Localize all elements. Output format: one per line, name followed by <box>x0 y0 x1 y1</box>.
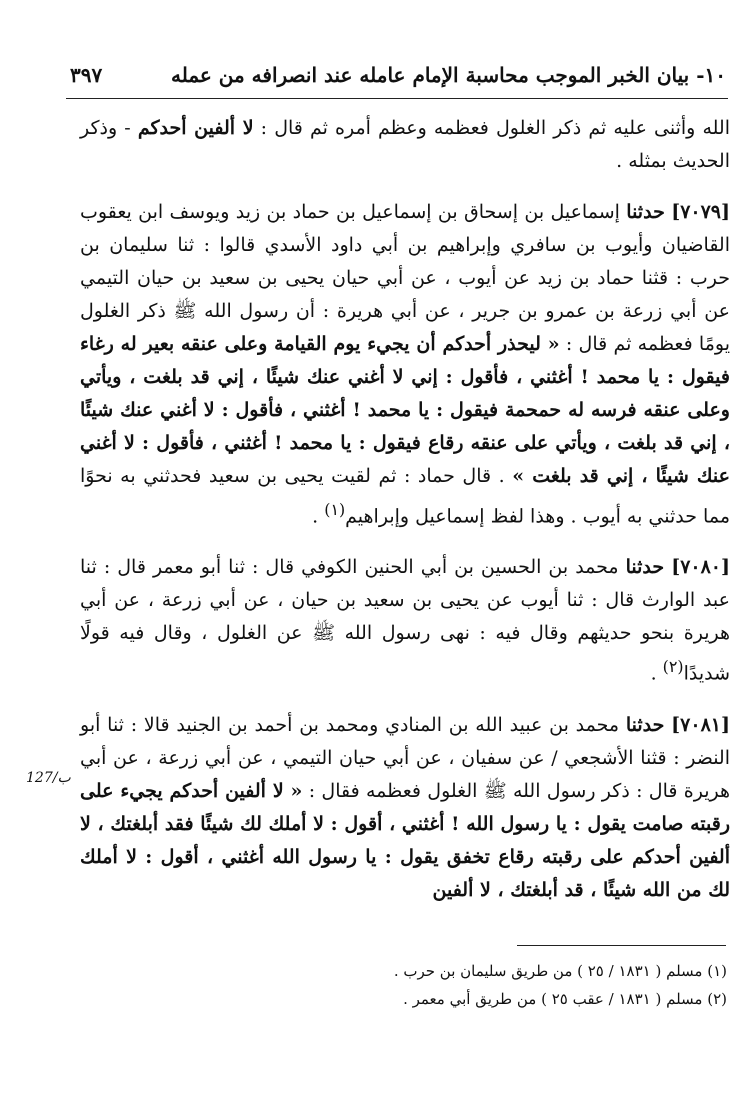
hadith-7080 <box>80 551 730 690</box>
footnote-divider <box>517 945 726 946</box>
hadith-quote: « لا ألفين أحدكم يجيء على رقبته صامت يقول : يا رسول الله ! أغثني ، أقول : لا أملك لك شيئًا فقد أبلغتك ، لا ألفين أحدكم على رقبته رقاع تخفق يقول : يا رسول الله أغثني ، أقول : لا أملك لك من الله شيئًا ، قد أبلغتك ، لا ألفين <box>80 779 730 901</box>
manuscript-folio-note: 127/ب <box>26 770 71 786</box>
text-run: . قال حماد : ثم لقيت يحيى بن سعيد فحدثني به نحوًا مما حدثني به أيوب . وهذا لفظ إسماعيل وإبراهيم <box>80 465 730 528</box>
footnote-marker[interactable]: (٢) <box>662 657 684 677</box>
hadith-quote: « ليحذر أحدكم أن يجيء يوم القيامة وعلى عنقه بعير له رغاء فيقول : يا محمد ! أغثني ، فأقول : إني لا أغني عنك شيئًا ، إني قد بلغت ، ويأتي وعلى عنقه فرسه له حمحمة فيقول : يا محمد ! أغثني ، فأقول : لا أغني عنك شيئًا ، إني قد بلغت ، ويأتي على عنقه رقاع فيقول : يا محمد ! أغثني ، فأقول : لا أغني عنك شيئًا ، إني قد بلغت » <box>80 333 730 487</box>
hadith-7081 <box>80 709 730 907</box>
hadith-number: [٧٠٧٩] <box>671 201 731 223</box>
hadith-lead: حدثنا <box>625 556 665 579</box>
isnad-text: إسماعيل بن إسحاق بن إسماعيل بن حماد بن زيد ويوسف ابن يعقوب القاضيان وأيوب بن سافري وإبراهيم بن أبي داود الأسدي قالوا : ثنا سليمان بن حرب : قثنا حماد بن زيد عن أيوب ، عن أبي حيان يحيى بن سعيد بن حيان التيمي عن أبي زرعة بن عمرو بن جرير ، عن أبي هريرة : أن رسول الله ﷺ ذكر الغلول يومًا فعظمه ثم قال : <box>80 201 730 355</box>
page-number: ٣٩٧ <box>70 63 103 87</box>
footnotes <box>200 957 727 1013</box>
hadith-number: [٧٠٨١] <box>671 713 730 736</box>
hadith-number: [٧٠٨٠] <box>671 556 731 579</box>
chapter-title: ١٠- بيان الخبر الموجب محاسبة الإمام عامله عند انصرافه من عمله <box>170 63 726 87</box>
footnote-marker[interactable]: (١) <box>324 500 346 519</box>
footnote-2: (٢) مسلم ( ١٨٣١ / عقب ٢٥ ) من طريق أبي معمر . <box>403 990 727 1008</box>
main-text <box>80 112 730 907</box>
text-run: . <box>312 505 325 528</box>
hadith-lead: حدثنا <box>625 713 665 736</box>
paragraph-continuation <box>80 112 730 178</box>
isnad-text: محمد بن الحسين بن أبي الحنين الكوفي قال : ثنا أبو معمر قال : ثنا عبد الوارث قال : ثنا أيوب عن يحيى بن سعيد بن حيان ، عن أبي زرعة ، عن أبي هريرة بنحو حديثهم وقال فيه : نهى رسول الله ﷺ عن الغلول ، وقال فيه قولًا شديدًا <box>80 556 730 685</box>
hadith-7079 <box>80 196 730 533</box>
text-run: - وذكر الحديث بمثله . <box>80 117 730 172</box>
hadith-lead: حدثنا <box>626 201 665 223</box>
isnad-text: محمد بن عبيد الله بن المنادي ومحمد بن أحمد بن الجنيد قالا : ثنا أبو النضر : قثنا الأشجعي / عن سفيان ، عن أبي حيان التيمي ، عن أبي زرعة ، عن أبي هريرة قال : ذكر رسول الله ﷺ الغلول فعظمه فقال : <box>80 713 730 802</box>
text-run: . <box>650 662 663 685</box>
running-header <box>70 58 726 98</box>
hadith-quote: لا ألفين أحدكم <box>137 117 254 139</box>
footnote-1: (١) مسلم ( ١٨٣١ / ٢٥ ) من طريق سليمان بن حرب . <box>393 962 727 980</box>
text-run: الله وأثنى عليه ثم ذكر الغلول فعظمه وعظم أمره ثم قال : <box>253 117 730 139</box>
header-divider <box>66 98 728 99</box>
